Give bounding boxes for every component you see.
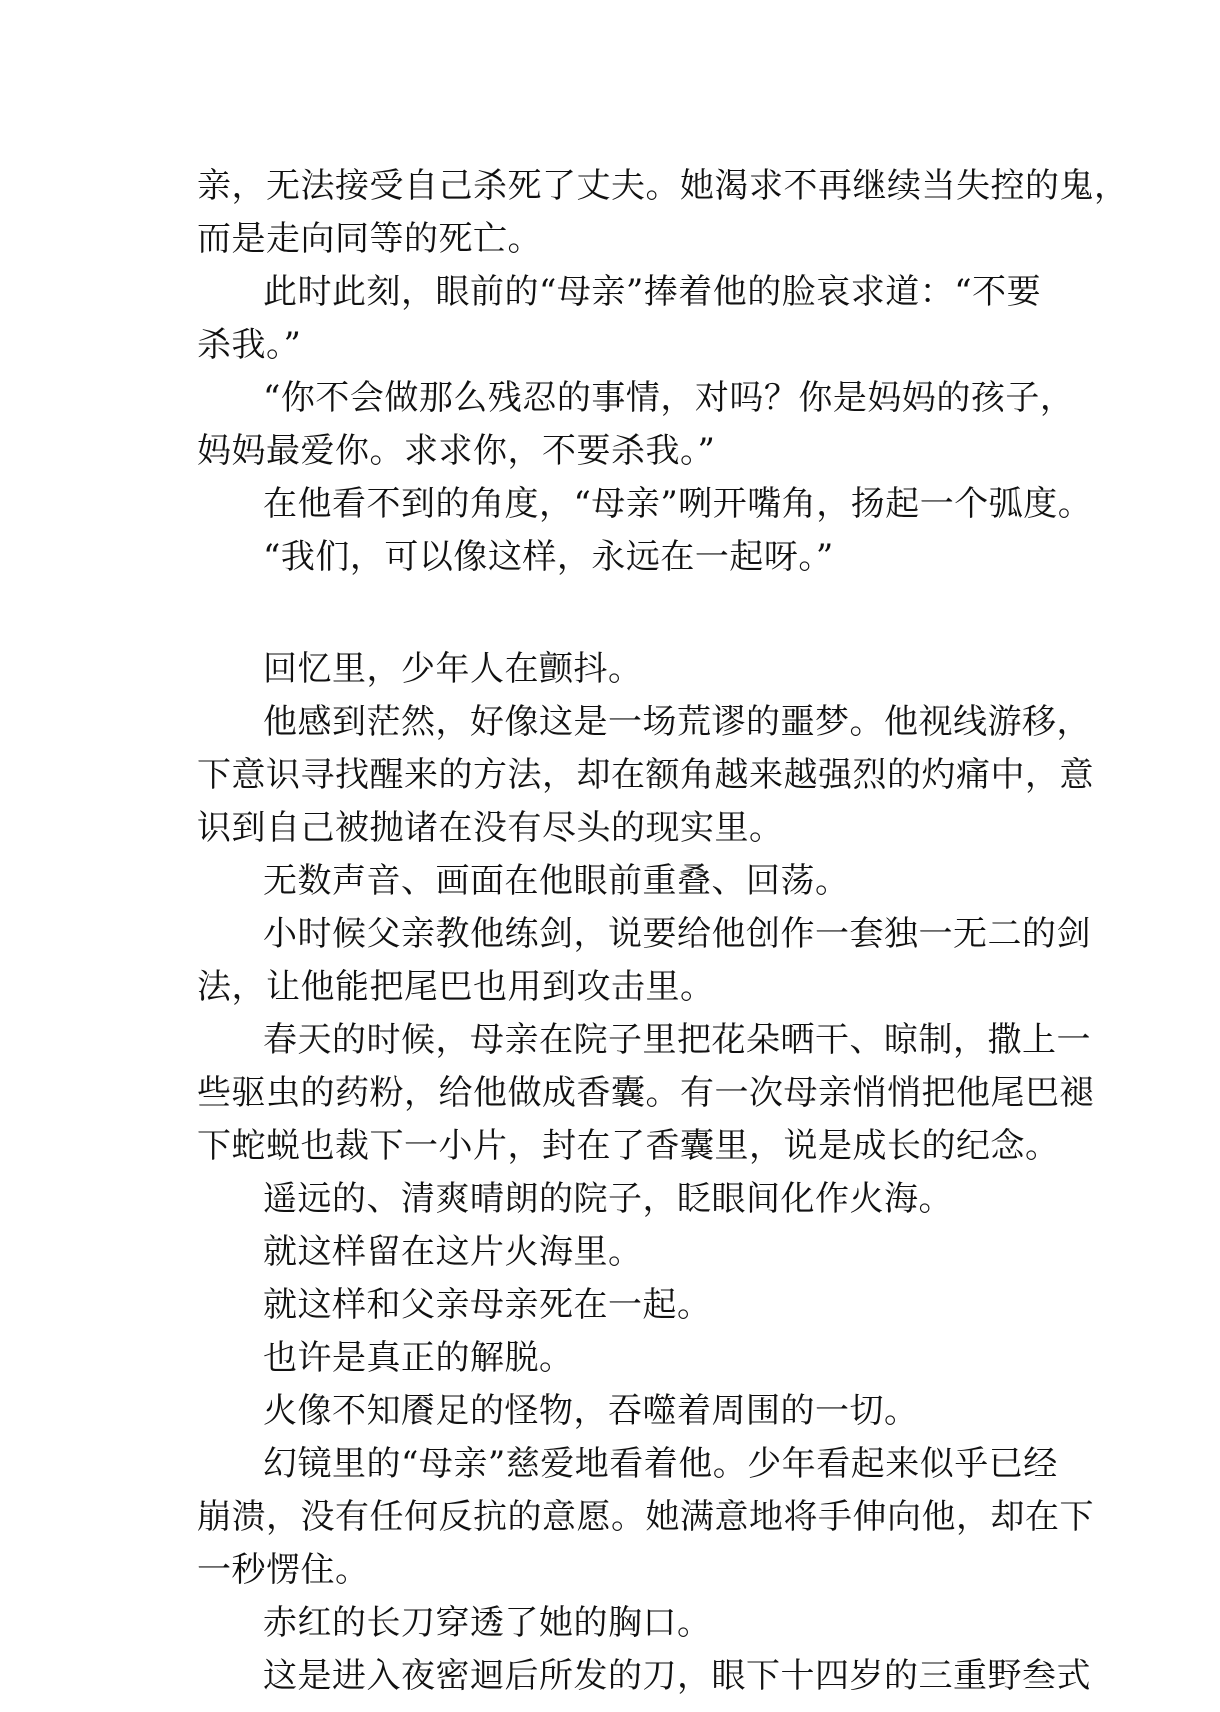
paragraph-start: 也许是真正的解脱。 <box>263 1338 574 1378</box>
paragraph-start: 遥远的、清爽晴朗的院子，眨眼间化作火海。 <box>263 1179 953 1219</box>
paragraph-start: 春天的时候，母亲在院子里把花朵晒干、晾制，撒上一 <box>263 1020 1091 1060</box>
paragraph-start: 就这样留在这片火海里。 <box>263 1232 643 1272</box>
paragraph-start: 无数声音、画面在他眼前重叠、回荡。 <box>263 861 850 901</box>
paragraph-start: 此时此刻，眼前的“母亲”捧着他的脸哀求道：“不要 <box>263 272 1042 312</box>
text-line: 而是走向同等的死亡。 <box>197 219 542 259</box>
document-page <box>197 160 1129 1703</box>
paragraph-start: 赤红的长刀穿透了她的胸口。 <box>263 1603 712 1643</box>
paragraph-start: 他感到茫然，好像这是一场荒谬的噩梦。他视线游移， <box>263 702 1091 742</box>
text-line: 下蛇蜕也裁下一小片，封在了香囊里，说是成长的纪念。 <box>197 1126 1060 1166</box>
paragraph-start: “你不会做那么残忍的事情，对吗？你是妈妈的孩子， <box>263 378 1075 418</box>
paragraph-start: “我们，可以像这样，永远在一起呀。” <box>263 537 834 577</box>
text-line: 亲，无法接受自己杀死了丈夫。她渴求不再继续当失控的鬼， <box>197 166 1129 206</box>
paragraph-start: 这是进入夜密迴后所发的刀，眼下十四岁的三重野叁式 <box>263 1656 1091 1696</box>
text-line: 杀我。” <box>197 325 302 365</box>
text-line: 法，让他能把尾巴也用到攻击里。 <box>197 967 715 1007</box>
text-line: 妈妈最爱你。求求你，不要杀我。” <box>197 431 716 471</box>
text-line: 识到自己被抛诸在没有尽头的现实里。 <box>197 808 784 848</box>
paragraph-start: 在他看不到的角度，“母亲”咧开嘴角，扬起一个弧度。 <box>263 484 1093 524</box>
section-break <box>197 584 1037 643</box>
paragraph-start: 就这样和父亲母亲死在一起。 <box>263 1285 712 1325</box>
paragraph-start: 回忆里，少年人在颤抖。 <box>263 649 643 689</box>
paragraph-start: 火像不知餍足的怪物，吞噬着周围的一切。 <box>263 1391 919 1431</box>
paragraph-start: 幻镜里的“母亲”慈爱地看着他。少年看起来似乎已经 <box>263 1444 1058 1484</box>
text-line: 崩溃，没有任何反抗的意愿。她满意地将手伸向他，却在下 <box>197 1497 1094 1537</box>
text-line: 些驱虫的药粉，给他做成香囊。有一次母亲悄悄把他尾巴褪 <box>197 1073 1094 1113</box>
text-line: 下意识寻找醒来的方法，却在额角越来越强烈的灼痛中，意 <box>197 755 1094 795</box>
text-line: 一秒愣住。 <box>197 1550 370 1590</box>
paragraph-start: 小时候父亲教他练剑，说要给他创作一套独一无二的剑 <box>263 914 1091 954</box>
